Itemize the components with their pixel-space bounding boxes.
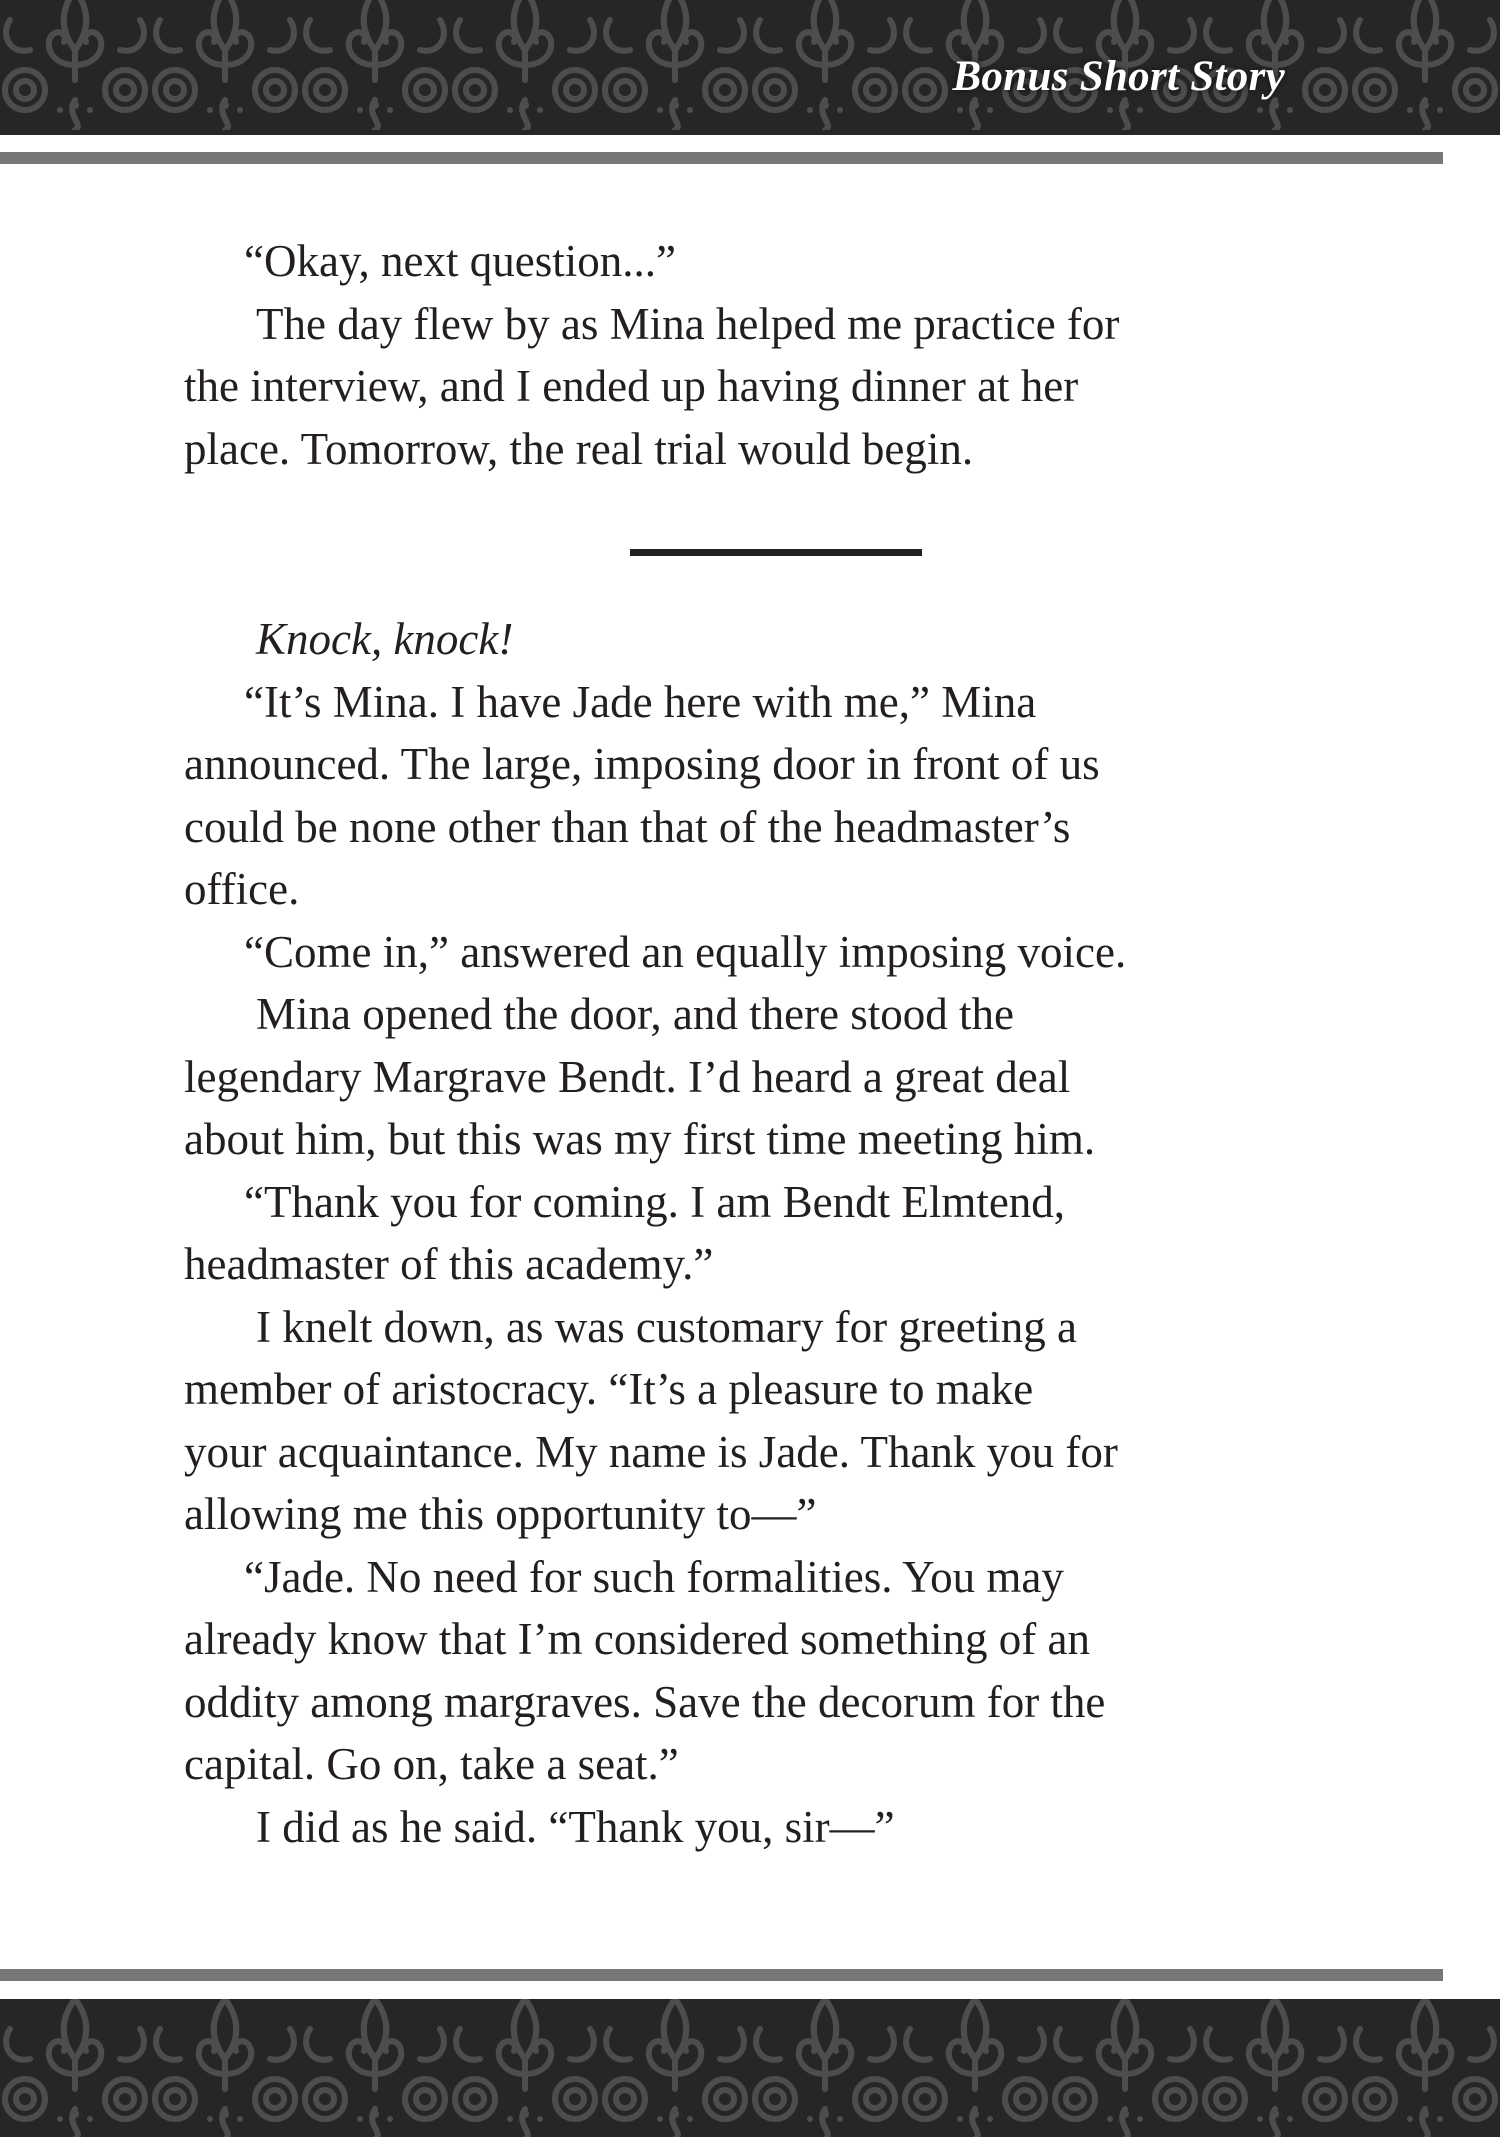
- paragraph-line: headmaster of this academy.”: [184, 1239, 714, 1289]
- paragraph-line: “Come in,” answered an equally imposing voice.: [244, 926, 1127, 977]
- paragraph-line: member of aristocracy. “It’s a pleasure to make: [184, 1364, 1034, 1414]
- paragraph-line: “It’s Mina. I have Jade here with me,” Mina: [244, 676, 1037, 727]
- running-head-title: Bonus Short Story: [952, 53, 1285, 100]
- paragraph-line: oddity among margraves. Save the decorum for the: [184, 1676, 1106, 1727]
- paragraph-line: “Thank you for coming. I am Bendt Elmtend,: [244, 1176, 1066, 1227]
- paragraph-line: about him, but this was my first time meeting him.: [184, 1114, 1096, 1164]
- section-two: [184, 608, 1314, 1858]
- paragraph-line: I knelt down, as was customary for greeting a: [256, 1301, 1078, 1352]
- paragraph-line: allowing me this opportunity to—”: [184, 1489, 817, 1539]
- section-one: [184, 230, 1314, 480]
- paragraph-line: the interview, and I ended up having dinner at her: [184, 361, 1079, 411]
- top-rule: [0, 152, 1443, 164]
- paragraph-line: Mina opened the door, and there stood the: [256, 989, 1014, 1039]
- scene-break-divider: [630, 549, 922, 556]
- damask-pattern-icon: [0, 1999, 1500, 2137]
- footer-ornament-band: [0, 1999, 1500, 2137]
- paragraph-line: already know that I’m considered something of an: [184, 1614, 1090, 1664]
- paragraph-line: could be none other than that of the headmaster’s: [184, 801, 1071, 852]
- sound-effect-text: Knock, knock!: [256, 614, 514, 664]
- header-ornament-band: [0, 0, 1500, 135]
- paragraph-line: announced. The large, imposing door in front of us: [184, 739, 1100, 789]
- paragraph-line: “Jade. No need for such formalities. You may: [244, 1551, 1064, 1602]
- paragraph-line: “Okay, next question...”: [244, 236, 676, 286]
- paragraph-line: [184, 608, 1314, 671]
- paragraph-line: I did as he said. “Thank you, sir—”: [256, 1801, 895, 1852]
- paragraph-line: your acquaintance. My name is Jade. Thank you for: [184, 1426, 1118, 1477]
- bottom-rule: [0, 1969, 1443, 1981]
- paragraph-line: legendary Margrave Bendt. I’d heard a great deal: [184, 1051, 1071, 1102]
- paragraph-line: place. Tomorrow, the real trial would begin.: [184, 423, 974, 474]
- paragraph-line: office.: [184, 864, 300, 914]
- paragraph-line: capital. Go on, take a seat.”: [184, 1739, 679, 1789]
- paragraph-line: The day flew by as Mina helped me practice for: [256, 298, 1120, 349]
